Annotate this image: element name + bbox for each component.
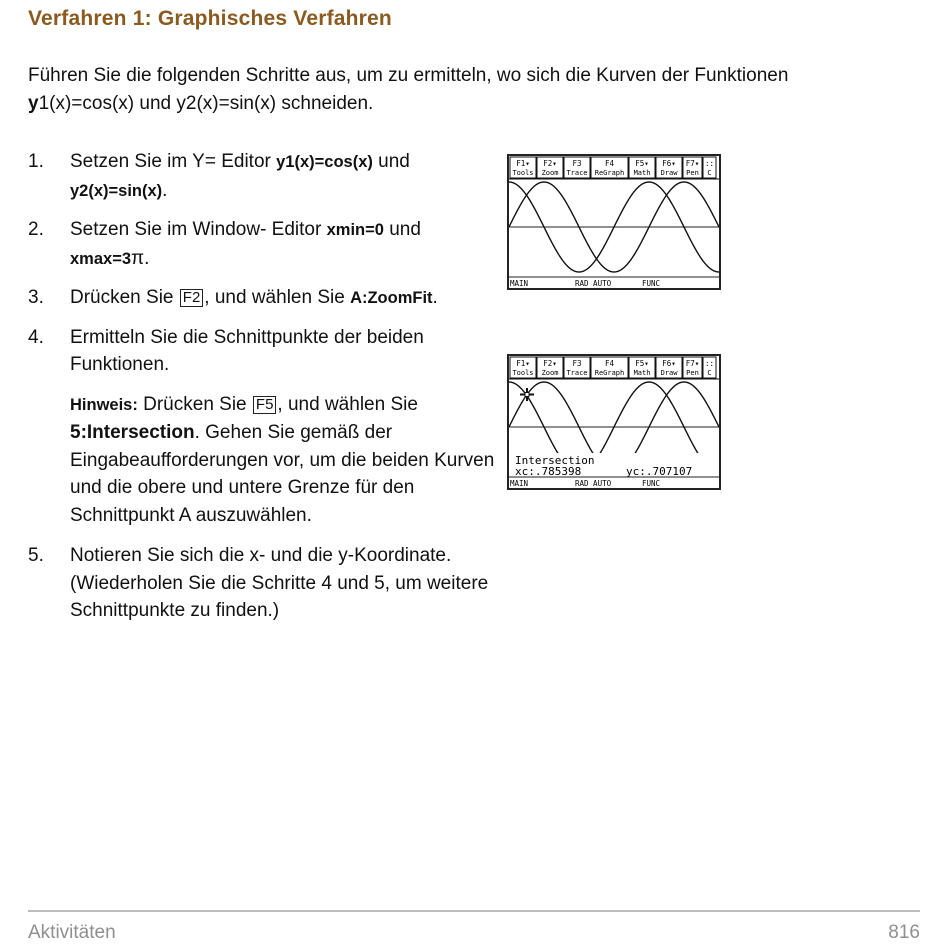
xc-value: xc:.785398: [515, 465, 582, 478]
step-text: Setzen Sie im Y= Editor: [70, 151, 277, 172]
footer-section: Aktivitäten: [28, 922, 116, 943]
step-number: 1.: [28, 151, 44, 172]
toolbar-tab-label: Zoom: [541, 169, 559, 177]
hint-note: [70, 391, 498, 530]
page-number: 816: [888, 922, 920, 943]
toolbar-tab-key: F2▾: [543, 159, 557, 168]
toolbar-tab-label: C: [707, 369, 712, 377]
calculator-screen-graph: [507, 154, 721, 290]
toolbar-tab-key: F2▾: [543, 359, 557, 368]
toolbar-tab-label: Math: [633, 169, 651, 177]
toolbar-tab-label: Pen: [686, 169, 699, 177]
step-text: Drücken Sie: [70, 287, 179, 308]
toolbar-tab-key: F6▾: [662, 359, 676, 368]
steps-list: [28, 148, 498, 625]
toolbar-tab-key: F3: [572, 159, 582, 168]
status-mode: MAIN: [510, 279, 529, 288]
toolbar-tab-key: F7▾: [685, 159, 700, 168]
step-text: und: [372, 151, 410, 172]
toolbar-tab-key: ::: [704, 359, 715, 368]
step-5: [28, 542, 498, 625]
status-func: FUNC: [642, 479, 661, 488]
step-code: xmax=3: [70, 249, 132, 268]
step-text: π.: [131, 247, 150, 269]
hint-text: , und wählen Sie: [277, 393, 418, 415]
intro-text-2: 1(x)=cos(x) und y2(x)=sin(x) schneiden.: [38, 93, 374, 114]
page-title: Verfahren 1: Graphisches Verfahren: [28, 7, 392, 30]
toolbar-tab-key: F4: [604, 159, 615, 168]
toolbar-tab-label: Math: [633, 369, 651, 377]
step-number: 3.: [28, 287, 44, 308]
hint-menu-item: 5:Intersection: [70, 422, 195, 443]
step-3: [28, 284, 498, 313]
yc-value: yc:.707107: [626, 465, 693, 478]
hint-text: . Gehen Sie gemäß der Eingabeaufforderungen vor, um die beiden Kurven und die obere und untere Grenze für den Schnittpunkt A auszuwählen.: [70, 422, 495, 526]
step-text: und: [383, 219, 421, 240]
step-code: y2(x)=sin(x): [70, 181, 163, 200]
footer-divider: [28, 910, 920, 912]
toolbar-tab-label: Trace: [566, 169, 588, 177]
step-number: 4.: [28, 326, 44, 348]
step-text: .: [162, 179, 168, 201]
step-2: [28, 216, 498, 273]
f2-key: F2: [180, 289, 204, 307]
hint-text: Drücken Sie: [137, 393, 252, 415]
step-1: [28, 148, 498, 205]
toolbar-tab-label: Draw: [660, 169, 678, 177]
intersection-screen-svg: [509, 356, 719, 488]
calculator-screen-intersection: [507, 354, 721, 490]
step-text: .: [432, 287, 438, 308]
toolbar-tab-label: Trace: [566, 369, 588, 377]
toolbar-tab-key: F4: [604, 359, 615, 368]
toolbar-tab-key: F3: [572, 359, 582, 368]
step-text: Ermitteln Sie die Schnittpunkte der beiden Funktionen.: [70, 326, 424, 375]
graph-screen-svg: [509, 156, 719, 288]
step-number: 2.: [28, 219, 44, 240]
step-code: xmin=0: [326, 221, 384, 239]
toolbar-tab-key: F7▾: [685, 359, 700, 368]
toolbar-tab-label: Tools: [512, 169, 534, 177]
toolbar: [509, 357, 719, 379]
toolbar-tab-label: Pen: [686, 369, 699, 377]
toolbar-tab-key: ::: [704, 159, 715, 168]
toolbar-tab-label: ReGraph: [594, 369, 625, 377]
step-text: Notieren Sie sich die x- und die y-Koordinate. (Wiederholen Sie die Schritte 4 und 5, um weitere Schnittpunkte zu finden.): [70, 545, 489, 621]
intro-text-1: Führen Sie die folgenden Schritte aus, um zu ermitteln, wo sich die Kurven der Funktionen: [28, 65, 789, 86]
status-angle: RAD AUTO: [575, 279, 612, 288]
toolbar-tab-key: F5▾: [635, 159, 649, 168]
toolbar: [509, 157, 719, 179]
toolbar-tab-label: ReGraph: [594, 169, 625, 177]
toolbar-tab-key: F1▾: [516, 359, 530, 368]
step-4: [28, 324, 498, 530]
toolbar-tab-label: Zoom: [541, 369, 559, 377]
step-text: , und wählen Sie: [204, 287, 351, 308]
toolbar-tab-key: F1▾: [516, 159, 530, 168]
toolbar-tab-key: F5▾: [635, 359, 649, 368]
step-code: A:ZoomFit: [350, 289, 433, 307]
intersection-label: Intersection: [515, 454, 595, 467]
status-func: FUNC: [642, 279, 661, 288]
toolbar-tab-key: F6▾: [662, 159, 676, 168]
intro-paragraph: [28, 62, 888, 118]
intro-y1: y: [28, 93, 39, 114]
step-code: y1(x)=cos(x): [276, 153, 373, 171]
step-number: 5.: [28, 545, 44, 566]
hint-label: Hinweis:: [70, 395, 138, 414]
step-text: Setzen Sie im Window- Editor: [70, 219, 327, 240]
f5-key: F5: [253, 396, 277, 414]
status-mode: MAIN: [510, 479, 529, 488]
toolbar-tab-label: Draw: [660, 369, 678, 377]
toolbar-tab-label: Tools: [512, 369, 534, 377]
status-angle: RAD AUTO: [575, 479, 612, 488]
toolbar-tab-label: C: [707, 169, 712, 177]
